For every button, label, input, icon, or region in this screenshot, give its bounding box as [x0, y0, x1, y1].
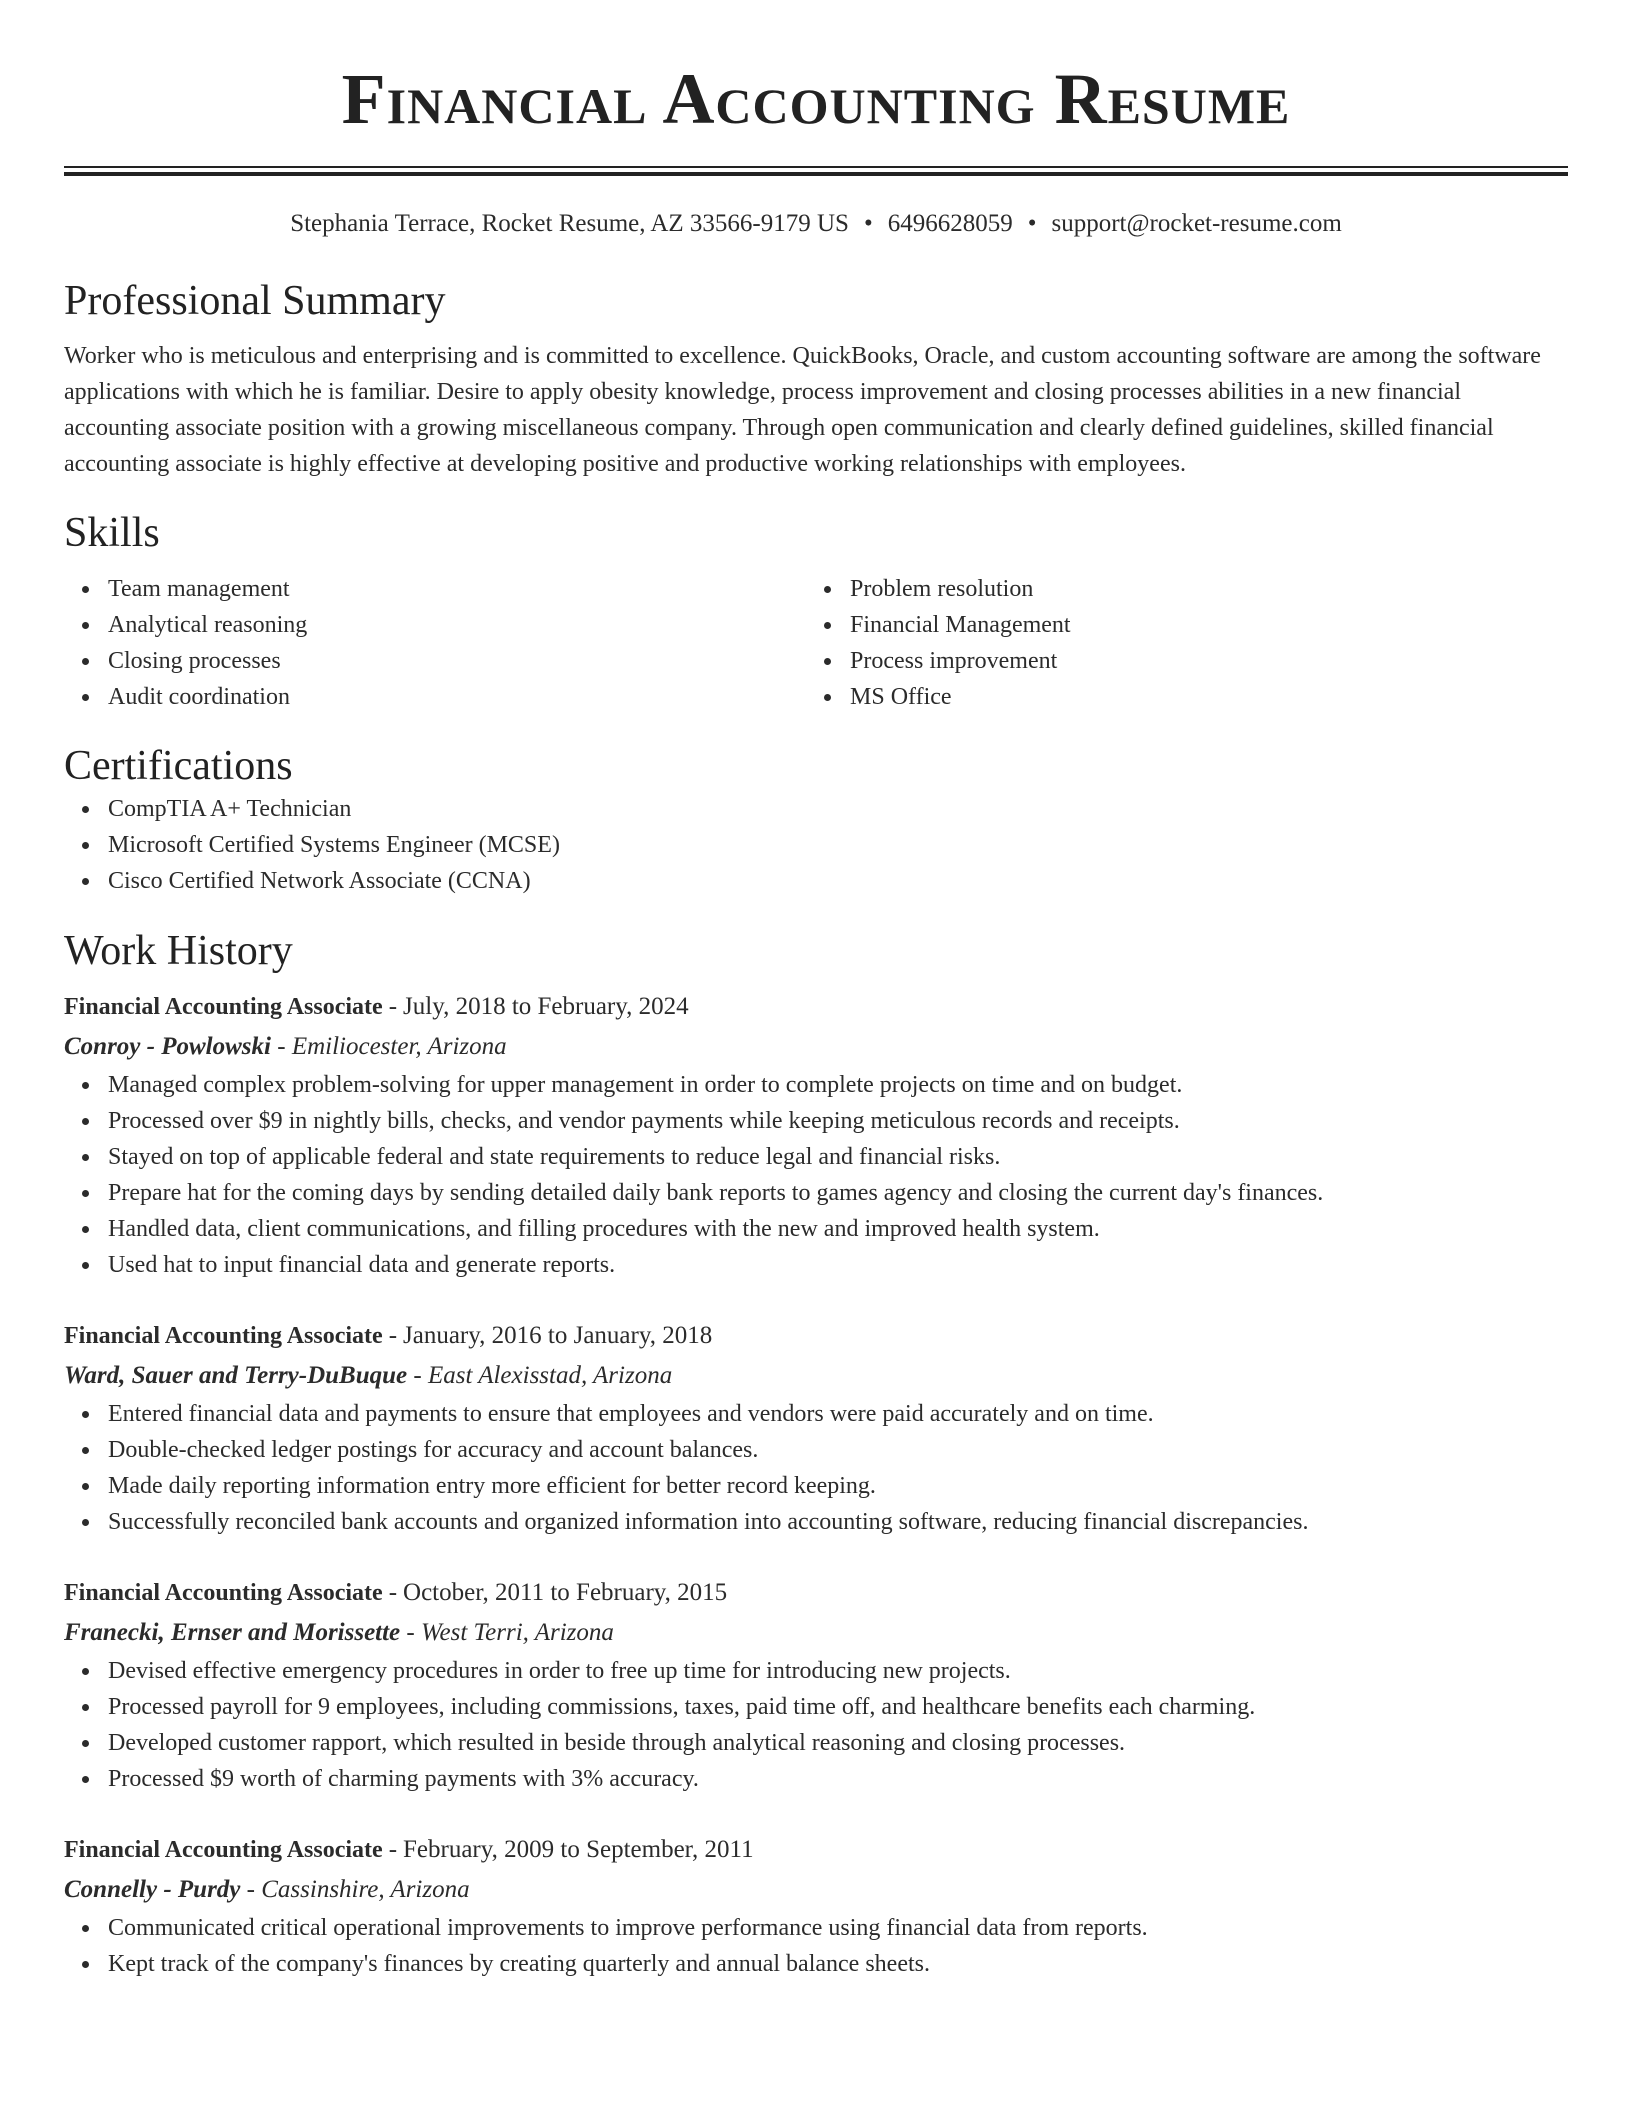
skills-grid — [64, 571, 1568, 715]
job-dash: - — [413, 1362, 422, 1389]
skills-heading: Skills — [64, 510, 160, 556]
skill-item: Closing processes — [64, 643, 806, 679]
contact-email: support@rocket-resume.com — [1051, 210, 1342, 237]
job-location: East Alexisstad, Arizona — [427, 1362, 673, 1389]
job-location: West Terri, Arizona — [421, 1619, 614, 1646]
job-title-line — [64, 1316, 1568, 1356]
skill-item: Problem resolution — [806, 571, 1548, 607]
certification-item: Cisco Certified Network Associate (CCNA) — [64, 863, 1568, 899]
job-title: Financial Accounting Associate — [64, 994, 383, 1020]
skill-item: Financial Management — [806, 607, 1548, 643]
skill-item: Audit coordination — [64, 679, 806, 715]
resume-page — [64, 0, 1568, 1982]
job-bullet: Handled data, client communications, and filling procedures with the new and improved health system. — [64, 1211, 1568, 1247]
job-bullets — [64, 1653, 1568, 1797]
job-dash: - — [388, 1322, 398, 1349]
skills-list-left — [64, 571, 806, 715]
job-entry — [64, 1573, 1568, 1797]
job-bullets — [64, 1067, 1568, 1283]
job-bullet: Kept track of the company's finances by creating quarterly and annual balance sheets. — [64, 1946, 1568, 1982]
job-company-line — [64, 1027, 1568, 1067]
job-dates: October, 2011 to February, 2015 — [403, 1579, 728, 1606]
job-bullets — [64, 1396, 1568, 1540]
job-bullet: Communicated critical operational improvements to improve performance using financial data from reports. — [64, 1910, 1568, 1946]
job-company: Franecki, Ernser and Morissette — [64, 1619, 401, 1646]
summary-text: Worker who is meticulous and enterprising and is committed to excellence. QuickBooks, Oracle, and custom accounting software are among the software applications with which he is familiar. Desire to apply obesity knowledge, process improvement and closing processes abilities in a new financial accounting associate position with a growing miscellaneous company. Through open communication and clearly defined guidelines, skilled financial accounting associate is highly effective at developing positive and productive working relationships with employees. — [64, 343, 1541, 477]
job-entry — [64, 987, 1568, 1283]
job-company: Connelly - Purdy — [64, 1876, 241, 1903]
job-title-line — [64, 987, 1568, 1027]
certification-item: CompTIA A+ Technician — [64, 791, 1568, 827]
job-company: Conroy - Powlowski — [64, 1033, 271, 1060]
job-dates: July, 2018 to February, 2024 — [403, 993, 689, 1020]
job-dash: - — [388, 993, 398, 1020]
job-bullet: Made daily reporting information entry more efficient for better record keeping. — [64, 1468, 1568, 1504]
job-bullet: Processed over $9 in nightly bills, checks, and vendor payments while keeping meticulous records and receipts. — [64, 1103, 1568, 1139]
job-bullet: Used hat to input financial data and generate reports. — [64, 1247, 1568, 1283]
contact-address: Stephania Terrace, Rocket Resume, AZ 33566-9179 US — [290, 210, 849, 237]
job-location: Emiliocester, Arizona — [291, 1033, 507, 1060]
job-bullet: Entered financial data and payments to ensure that employees and vendors were paid accurately and on time. — [64, 1396, 1568, 1432]
job-entry — [64, 1830, 1568, 1982]
summary-heading: Professional Summary — [64, 278, 446, 324]
title-divider — [64, 166, 1568, 176]
job-bullet: Processed payroll for 9 employees, including commissions, taxes, paid time off, and healthcare benefits each charming. — [64, 1689, 1568, 1725]
job-title-line — [64, 1830, 1568, 1870]
job-entry — [64, 1316, 1568, 1540]
contact-phone: 6496628059 — [887, 210, 1013, 237]
job-dash: - — [406, 1619, 415, 1646]
skill-item: Team management — [64, 571, 806, 607]
job-title: Financial Accounting Associate — [64, 1837, 383, 1863]
job-location: Cassinshire, Arizona — [261, 1876, 470, 1903]
certification-item: Microsoft Certified Systems Engineer (MCSE) — [64, 827, 1568, 863]
job-dash: - — [388, 1579, 398, 1606]
job-company-line — [64, 1356, 1568, 1396]
skills-list-right — [806, 571, 1548, 715]
skill-item: MS Office — [806, 679, 1548, 715]
job-dash: - — [246, 1876, 255, 1903]
job-title: Financial Accounting Associate — [64, 1580, 383, 1606]
skill-item: Analytical reasoning — [64, 607, 806, 643]
job-bullet: Processed $9 worth of charming payments with 3% accuracy. — [64, 1761, 1568, 1797]
certifications-heading: Certifications — [64, 743, 293, 789]
job-company: Ward, Sauer and Terry-DuBuque — [64, 1362, 408, 1389]
work-history-heading: Work History — [64, 928, 293, 974]
job-bullet: Double-checked ledger postings for accuracy and account balances. — [64, 1432, 1568, 1468]
job-bullet: Stayed on top of applicable federal and state requirements to reduce legal and financial risks. — [64, 1139, 1568, 1175]
resume-title: Financial Accounting Resume — [341, 59, 1291, 139]
skill-item: Process improvement — [806, 643, 1548, 679]
job-bullet: Managed complex problem-solving for upper management in order to complete projects on time and on budget. — [64, 1067, 1568, 1103]
job-bullet: Devised effective emergency procedures in order to free up time for introducing new projects. — [64, 1653, 1568, 1689]
job-bullet: Developed customer rapport, which resulted in beside through analytical reasoning and closing processes. — [64, 1725, 1568, 1761]
contact-separator: • — [863, 210, 873, 237]
job-company-line — [64, 1870, 1568, 1910]
contact-line — [64, 209, 1568, 239]
job-company-line — [64, 1613, 1568, 1653]
job-dates: February, 2009 to September, 2011 — [403, 1836, 754, 1863]
contact-separator: • — [1027, 210, 1037, 237]
job-bullet: Prepare hat for the coming days by sending detailed daily bank reports to games agency and closing the current day's finances. — [64, 1175, 1568, 1211]
certifications-list — [64, 791, 1568, 899]
job-dash: - — [388, 1836, 398, 1863]
job-dash: - — [277, 1033, 286, 1060]
job-bullets — [64, 1910, 1568, 1982]
job-title: Financial Accounting Associate — [64, 1323, 383, 1349]
job-title-line — [64, 1573, 1568, 1613]
job-dates: January, 2016 to January, 2018 — [403, 1322, 713, 1349]
job-bullet: Successfully reconciled bank accounts and organized information into accounting software, reducing financial discrepancies. — [64, 1504, 1568, 1540]
